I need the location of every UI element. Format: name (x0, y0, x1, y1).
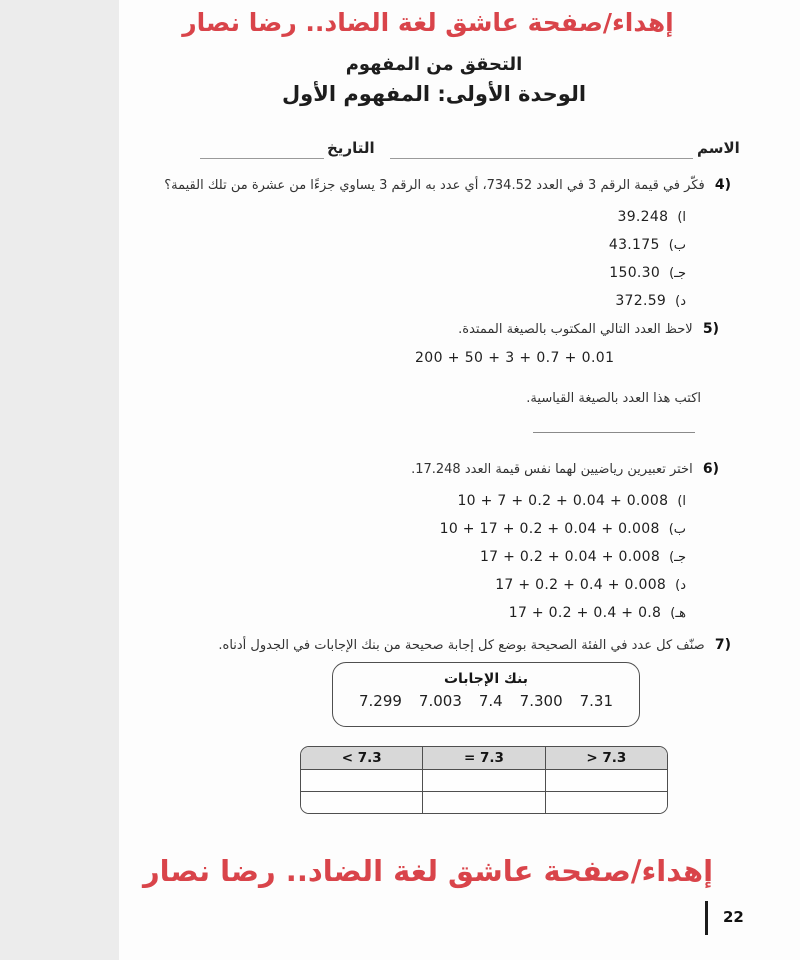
question-5-text: لاحظ العدد التالي المكتوب بالصيغة الممتدة. (458, 322, 693, 337)
answer-bank-box (332, 662, 640, 727)
q5-answer-blank[interactable] (533, 432, 695, 433)
dedication-bottom: إهداء/صفحة عاشق لغة الضاد.. رضا نصار (142, 854, 714, 888)
q6-option-b-letter: ب) (668, 521, 686, 537)
q6-option-e (440, 599, 686, 627)
table-cell-less-row1[interactable] (301, 769, 423, 791)
table-cell-equal-row2[interactable] (423, 791, 545, 813)
q6-option-c-letter: جـ) (669, 549, 686, 565)
table-header-less-than: < 7.3 (301, 747, 423, 769)
question-4-number: 4) (714, 177, 731, 193)
q6-option-e-letter: هـ) (670, 605, 686, 621)
q4-option-b-value: 43.175 (608, 237, 660, 253)
q4-option-a-letter: ا) (677, 209, 686, 225)
date-field-line[interactable] (200, 158, 324, 159)
date-label: التاريخ (327, 139, 375, 157)
q5-expanded-form-expression: 200 + 50 + 3 + 0.7 + 0.01 (415, 350, 615, 366)
bank-value-2: 7.003 (418, 692, 462, 710)
q6-option-a-letter: ا) (677, 493, 686, 509)
question-7-number: 7) (714, 637, 731, 653)
q4-option-a (609, 203, 686, 231)
q4-option-b-letter: ب) (668, 237, 686, 253)
table-header-greater-than: > 7.3 (586, 750, 627, 766)
page-number-divider (705, 901, 708, 935)
question-7-text: صنّف كل عدد في الفئة الصحيحة بوضع كل إجابة صحيحة من بنك الإجابات في الجدول أدناه. (218, 638, 705, 653)
q6-option-b-value: 10 + 17 + 0.2 + 0.04 + 0.008 (439, 521, 660, 537)
question-6-options (440, 487, 686, 627)
answer-bank-title: بنك الإجابات (443, 671, 529, 687)
q4-option-c-value: 150.30 (609, 265, 661, 281)
classification-table (300, 746, 668, 814)
q6-option-c-value: 17 + 0.2 + 0.04 + 0.008 (479, 549, 661, 565)
q6-option-b (440, 515, 686, 543)
q4-option-a-value: 39.248 (617, 209, 669, 225)
bank-value-1: 7.299 (359, 692, 402, 710)
page-number: 22 (723, 908, 744, 926)
table-header-row (301, 747, 667, 769)
name-field-line[interactable] (390, 158, 693, 159)
page-subtitle: الوحدة الأولى: المفهوم الأول (281, 82, 587, 106)
bank-value-5: 7.31 (579, 692, 613, 710)
q4-option-d-letter: د) (675, 293, 686, 309)
q6-option-d (440, 571, 686, 599)
question-5 (458, 321, 719, 337)
q6-option-e-value: 17 + 0.2 + 0.4 + 0.8 (508, 605, 662, 621)
q6-option-a-value: 10 + 7 + 0.2 + 0.04 + 0.008 (457, 493, 669, 509)
question-6-number: 6) (702, 461, 719, 477)
table-cell-equal-row1[interactable] (423, 769, 545, 791)
table-row (301, 769, 667, 791)
q5-instruction: اكتب هذا العدد بالصيغة القياسية. (526, 391, 701, 406)
q4-option-d (609, 287, 686, 315)
q4-option-d-value: 372.59 (615, 293, 667, 309)
answer-bank-values (333, 692, 639, 710)
question-5-number: 5) (702, 321, 719, 337)
question-4 (164, 177, 731, 193)
q4-option-c-letter: جـ) (669, 265, 686, 281)
bank-value-4: 7.300 (519, 692, 563, 710)
table-row (301, 791, 667, 813)
bank-value-3: 7.4 (478, 692, 503, 710)
dedication-top: إهداء/صفحة عاشق لغة الضاد.. رضا نصار (182, 8, 674, 37)
table-header-equal: = 7.3 (423, 747, 545, 769)
q6-option-a (440, 487, 686, 515)
question-6 (411, 461, 719, 477)
question-6-text: اختر تعبيرين رياضيين لهما نفس قيمة العدد 17.248. (411, 462, 693, 477)
table-cell-greater-row2[interactable] (546, 791, 667, 813)
q6-option-d-value: 17 + 0.2 + 0.4 + 0.008 (495, 577, 667, 593)
question-4-text: فكّر في قيمة الرقم 3 في العدد 734.52، أي عدد به الرقم 3 يساوي جزءًا من عشرة من تلك القيمة؟ (164, 178, 705, 193)
q6-option-d-letter: د) (675, 577, 686, 593)
page-title: التحقق من المفهوم (345, 54, 523, 75)
name-label: الاسم (697, 139, 740, 157)
question-7 (218, 637, 731, 653)
table-cell-greater-row1[interactable] (546, 769, 667, 791)
table-cell-less-row2[interactable] (301, 791, 423, 813)
question-4-options (609, 203, 686, 315)
left-margin-strip (0, 0, 119, 960)
q6-option-c (440, 543, 686, 571)
q4-option-c (609, 259, 686, 287)
q4-option-b (609, 231, 686, 259)
